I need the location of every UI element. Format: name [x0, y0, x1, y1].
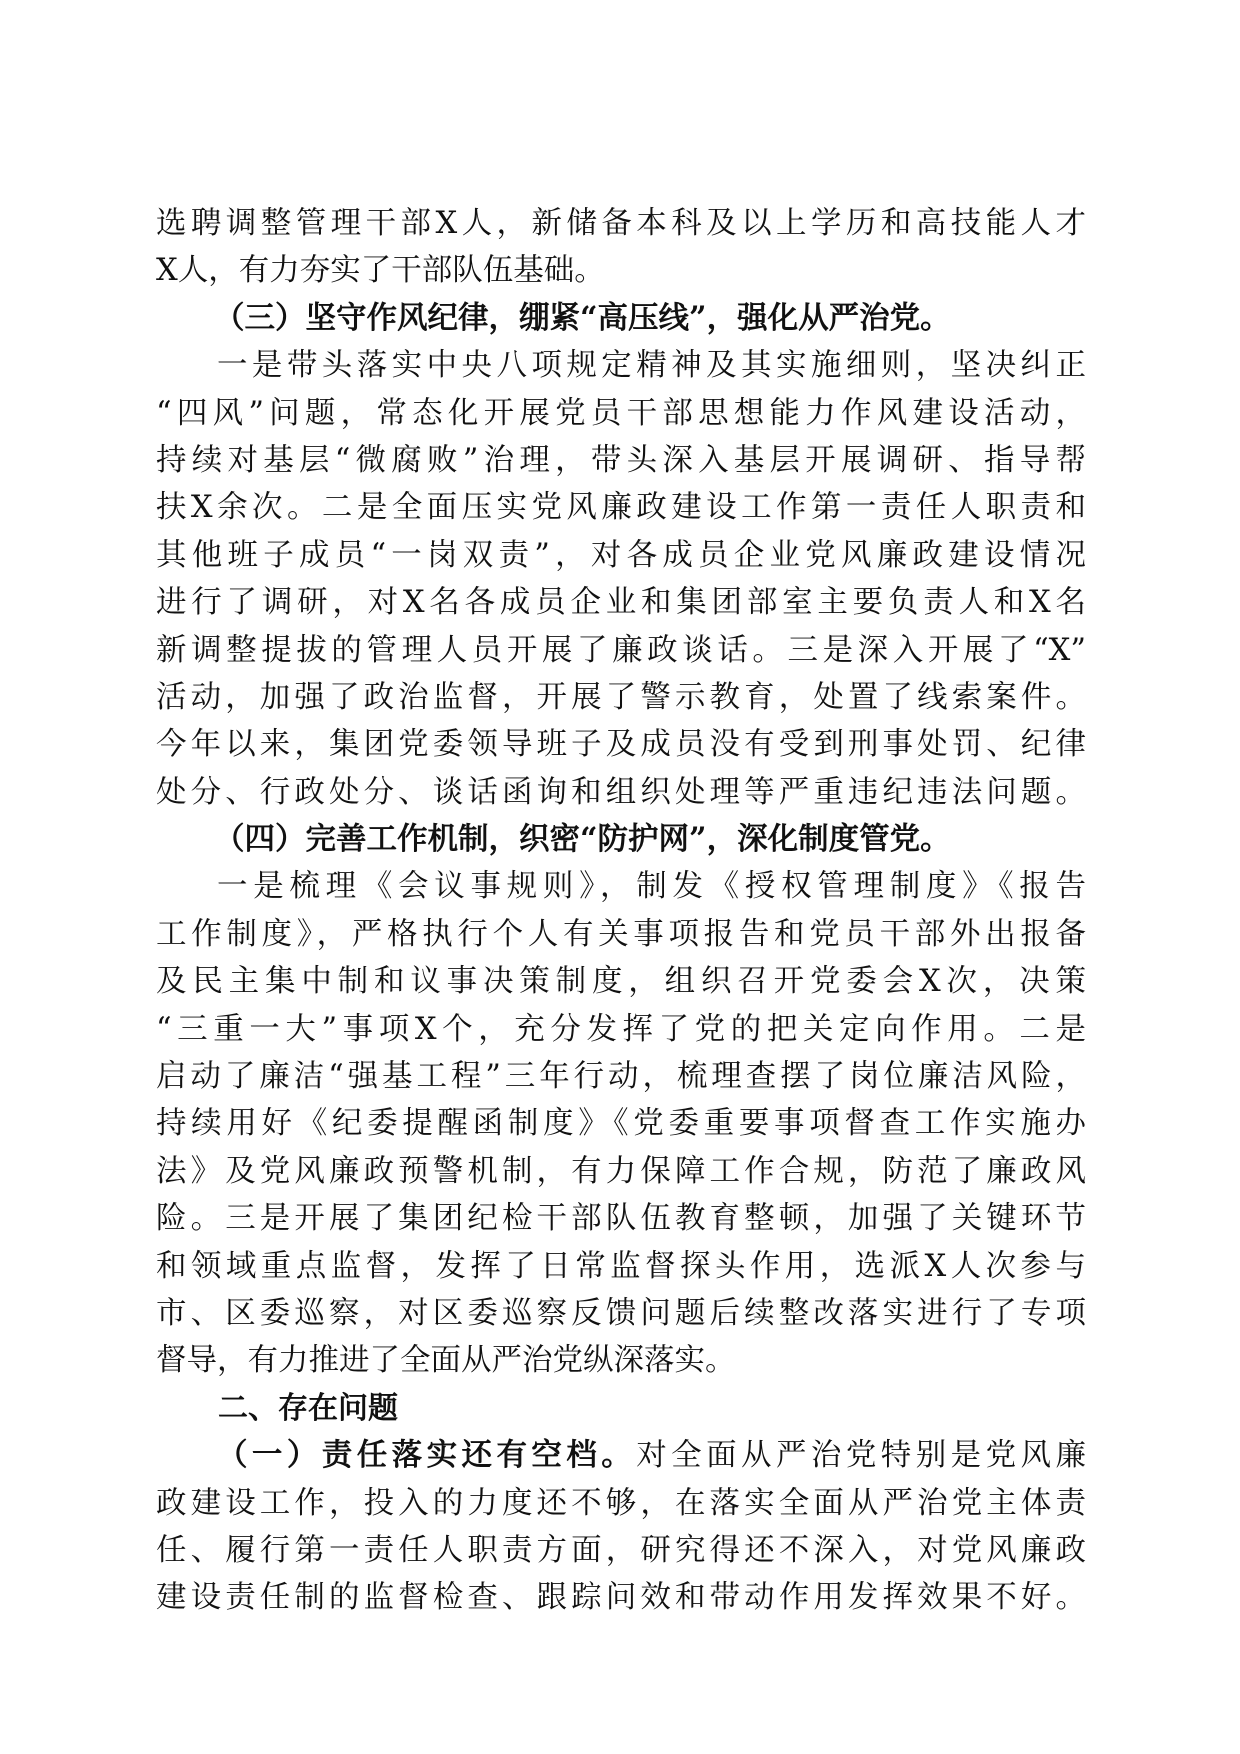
body-line: 持续对基层“微腐败”治理，带头深入基层开展调研、指导帮 — [156, 442, 1086, 478]
body-line: 法》及党风廉政预警机制，有力保障工作合规，防范了廉政风 — [156, 1153, 1086, 1189]
body-line: 险。三是开展了集团纪检干部队伍教育整顿，加强了关键环节 — [156, 1201, 1086, 1237]
body-line: 市、区委巡察，对区委巡察反馈问题后续整改落实进行了专项 — [156, 1295, 1086, 1331]
body-line: 新调整提拔的管理人员开展了廉政谈话。三是深入开展了“X” — [156, 632, 1086, 668]
body-line: 任、履行第一责任人职责方面，研究得还不深入，对党风廉政 — [156, 1532, 1086, 1568]
subsection-heading: （四）完善工作机制，织密“防护网”，深化制度管党。 — [214, 821, 951, 858]
body-line: 工作制度》，严格执行个人有关事项报告和党员干部外出报备 — [156, 916, 1086, 952]
body-line: 建设责任制的监督检查、跟踪问效和带动作用发挥效果不好。 — [156, 1580, 1086, 1616]
body-line: “四风”问题，常态化开展党员干部思想能力作风建设活动， — [156, 395, 1086, 431]
body-line: 督导，有力推进了全面从严治党纵深落实。 — [156, 1343, 736, 1379]
paragraph-first-line — [156, 1432, 1086, 1479]
body-line: 政建设工作，投入的力度还不够，在落实全面从严治党主体责 — [156, 1485, 1086, 1521]
body-line: X人，有力夯实了干部队伍基础。 — [156, 253, 605, 289]
body-line: 扶X余次。二是全面压实党风廉政建设工作第一责任人职责和 — [156, 490, 1086, 526]
inline-text: 对全面从严治党特别是党风廉 — [636, 1438, 1086, 1474]
body-line: 处分、行政处分、谈话函询和组织处理等严重违纪违法问题。 — [156, 774, 1086, 810]
body-line: 其他班子成员“一岗双责”，对各成员企业党风廉政建设情况 — [156, 537, 1086, 573]
body-line: 活动，加强了政治监督，开展了警示教育，处置了线索案件。 — [156, 679, 1086, 715]
body-line: “三重一大”事项X个，充分发挥了党的把关定向作用。二是 — [156, 1011, 1086, 1047]
body-line: 启动了廉洁“强基工程”三年行动，梳理查摆了岗位廉洁风险， — [156, 1059, 1086, 1095]
subsection-heading: （三）坚守作风纪律，绷紧“高压线”，强化从严治党。 — [214, 299, 951, 336]
inline-subheading: （一）责任落实还有空档。 — [217, 1437, 637, 1474]
body-line: 选聘调整管理干部X人，新储备本科及以上学历和高技能人才 — [156, 206, 1086, 241]
document-page — [156, 200, 1086, 1622]
body-line: 和领域重点监督，发挥了日常监督探头作用，选派X人次参与 — [156, 1248, 1086, 1284]
body-line: 今年以来，集团党委领导班子及成员没有受到刑事处罚、纪律 — [156, 727, 1086, 763]
section-heading: 二、存在问题 — [218, 1390, 398, 1426]
body-line: 持续用好《纪委提醒函制度》《党委重要事项督查工作实施办 — [156, 1106, 1086, 1142]
paragraph-first-line: 一是梳理《会议事规则》，制发《授权管理制度》《报告 — [217, 869, 1086, 905]
body-line: 及民主集中制和议事决策制度，组织召开党委会X次，决策 — [156, 964, 1086, 1000]
paragraph-first-line: 一是带头落实中央八项规定精神及其实施细则，坚决纠正 — [217, 348, 1086, 384]
body-line: 进行了调研，对X名各成员企业和集团部室主要负责人和X名 — [156, 585, 1086, 621]
